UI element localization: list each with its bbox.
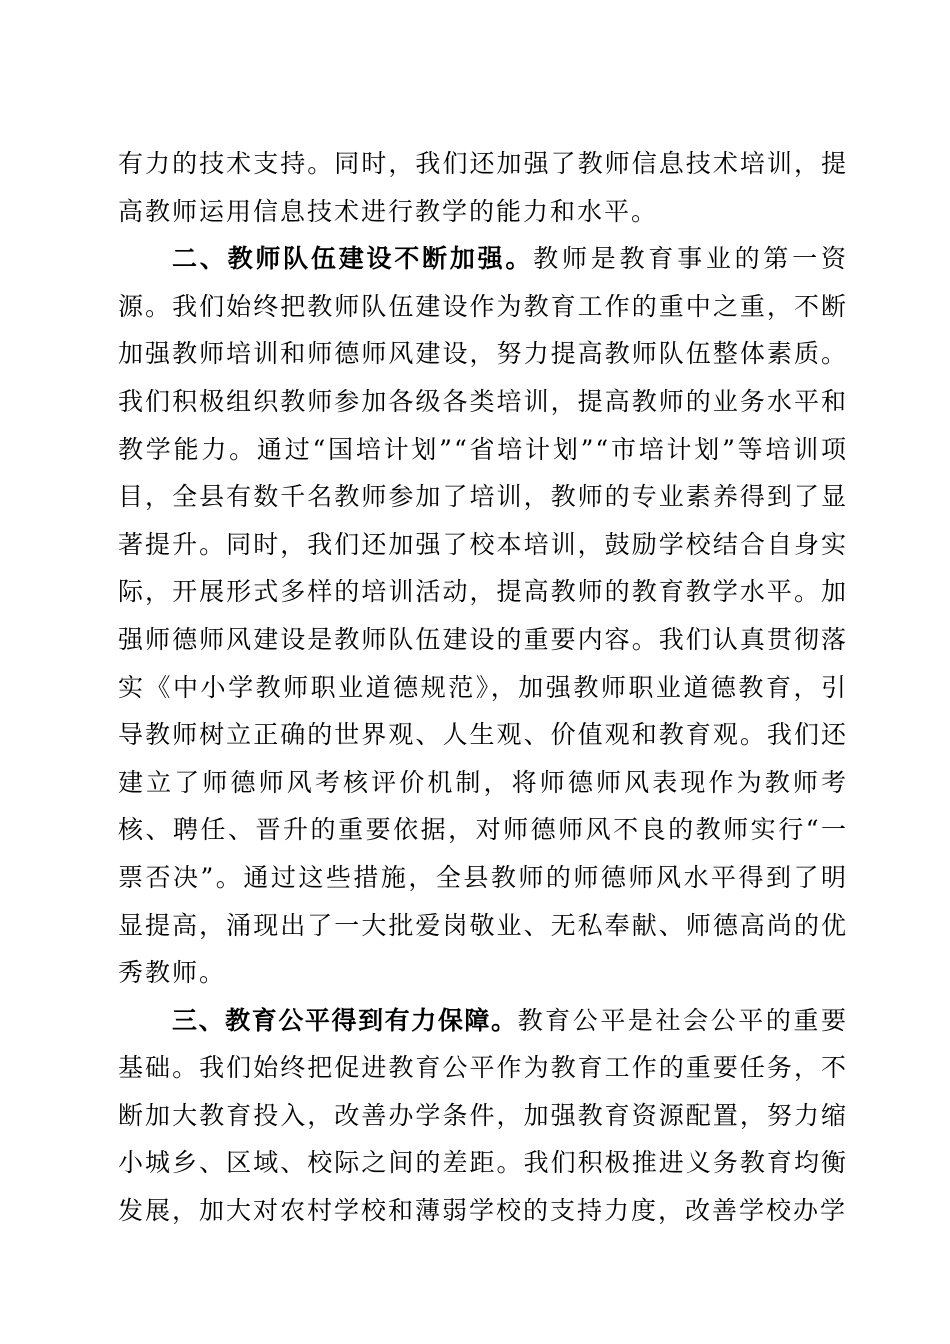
document-body — [118, 140, 848, 1235]
paragraph-text: 有力的技术支持。同时，我们还加强了教师信息技术培训，提高教师运用信息技术进行教学的能力和水平。 — [118, 149, 848, 226]
paragraph-continuation — [118, 140, 848, 235]
paragraph-text: 教育公平是社会公平的重要基础。我们始终把促进教育公平作为教育工作的重要任务，不断加大教育投入，改善办学条件，加强教育资源配置，努力缩小城乡、区域、校际之间的差距。我们积极推进义务教育均衡发展，加大对农村学校和薄弱学校的支持力度，改善学校办学 — [118, 1005, 848, 1226]
section-heading-education-equity: 三、教育公平得到有力保障。 — [172, 1005, 518, 1035]
paragraph-text: 教师是教育事业的第一资源。我们始终把教师队伍建设作为教育工作的重中之重，不断加强教师培训和师德师风建设，努力提高教师队伍整体素质。我们积极组织教师参加各级各类培训，提高教师的业务水平和教学能力。通过“国培计划”“省培计划”“市培计划”等培训项目，全县有数千名教师参加了培训，教师的专业素养得到了显著提升。同时，我们还加强了校本培训，鼓励学校结合自身实际，开展形式多样的培训活动，提高教师的教育教学水平。加强师德师风建设是教师队伍建设的重要内容。我们认真贯彻落实《中小学教师职业道德规范》，加强教师职业道德教育，引导教师树立正确的世界观、人生观、价值观和教育观。我们还建立了师德师风考核评价机制，将师德师风表现作为教师考核、聘任、晋升的重要依据，对师德师风不良的教师实行“一票否决”。通过这些措施，全县教师的师德师风水平得到了明显提高，涌现出了一大批爱岗敬业、无私奉献、师德高尚的优秀教师。 — [118, 244, 848, 988]
paragraph-section-two — [118, 235, 848, 997]
section-heading-teacher-team: 二、教师队伍建设不断加强。 — [172, 244, 534, 274]
paragraph-section-three — [118, 997, 848, 1235]
